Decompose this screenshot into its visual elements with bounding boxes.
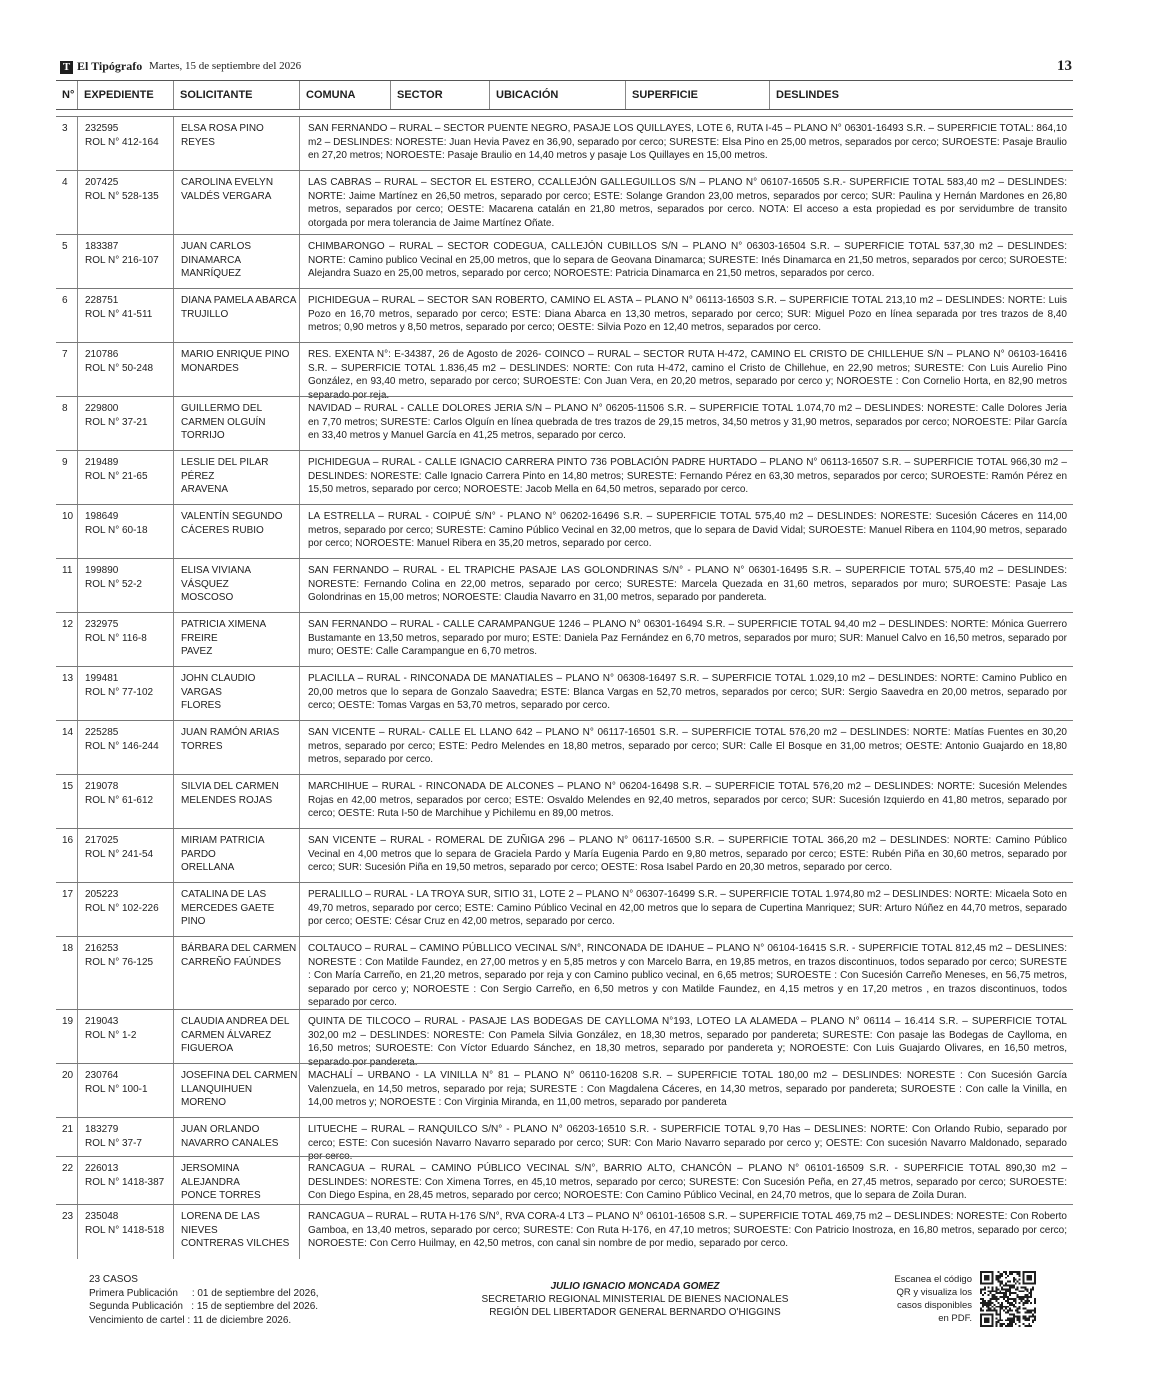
property-description: PERALILLO – RURAL - LA TROYA SUR, SITIO 31, LOTE 2 – PLANO N° 06307-16499 S.R. – SUPERFICIE TOTAL 1.974,80 m2 – DESLINDES: NORTE: Micaela Soto en 49,70 metros, separado por cerco; ESTE: Camino Público Vecinal en 42,00 metros que lo separa de Cupertina Manriquez; SUR: Arturo Núñez en 44,70 metros, separado por cerco; OESTE: César Cruz en 42,00 metros, separado por cerco. (299, 883, 1073, 937)
solicitante-cell (173, 775, 299, 829)
expediente-number: 199890 (85, 565, 119, 576)
property-description: PLACILLA – RURAL - RINCONADA DE MANATIALES – PLANO N° 06308-16497 S.R. – SUPERFICIE TOTAL 1.029,10 m2 – DESLINDES: NORTE: Camino Publico en 20,00 metros que lo separa de Gonzalo Saavedra; ESTE: Blanca Vargas en 52,70 metros, separados por cerco; SUR: Sergio Saavedra en 20,00 metros, separado por cerco; OESTE: Tomas Vargas en 53,70 metros, separado por cerco. (299, 667, 1073, 721)
rol-number: ROL N° 76-125 (85, 956, 154, 968)
rol-number: ROL N° 1418-518 (85, 1224, 165, 1236)
solicitante-cell (173, 451, 299, 505)
rol-number: ROL N° 50-248 (85, 362, 154, 374)
expediente-number: 225285 (85, 727, 119, 738)
expediente-number: 232975 (85, 619, 119, 630)
property-description: MARCHIHUE – RURAL - RINCONADA DE ALCONES – PLANO N° 06204-16498 S.R. – SUPERFICIE TOTAL 576,20 m2 – DESLINDES: NORTE: Sucesión Melendes Rojas en 42,00 metros, separados por cerco; ESTE: Osvaldo Melendes en 92,40 metros, separados por cerco; SUR: Sucesión Izquierdo en 41,80 metros, separado por cerco; OESTE: Ruta I-50 de Marchihue y Pichilemu en 89,00 metros. (299, 775, 1073, 829)
case-number: 6 (62, 295, 68, 306)
table-row (56, 234, 1073, 289)
solicitante-cell (173, 721, 299, 775)
rol-number: ROL N° 52-2 (85, 578, 142, 590)
column-header-number: N° (62, 89, 75, 101)
case-number: 12 (62, 619, 74, 630)
solicitante-cell (173, 117, 299, 171)
solicitante-line: LLANQUIHUEN MORENO (181, 1083, 253, 1108)
case-number: 15 (62, 781, 74, 792)
solicitante-cell (173, 171, 299, 235)
rol-number: ROL N° 412-164 (85, 136, 159, 148)
case-number: 10 (62, 511, 74, 522)
solicitante-line: BÁRBARA DEL CARMEN (181, 943, 297, 954)
table-row (56, 288, 1073, 343)
case-number: 11 (62, 565, 73, 576)
property-description: PICHIDEGUA – RURAL - CALLE IGNACIO CARRERA PINTO 736 POBLACIÓN PADRE HURTADO – PLANO N° 06113-16507 S.R. – SUPERFICIE TOTAL 966,30 m2 – DESLINDES: NORESTE: Calle Ignacio Carrera Pinto en 14,80 metros; SURESTE: Fernando Pérez en 63,30 metros, separados por cerco; SUROESTE: Ramón Pérez en 15,50 metros, separado por cerco; NOROESTE: Jacob Mella en 64,50 metros, separado por cerco. (299, 451, 1073, 505)
rol-number: ROL N° 21-65 (85, 470, 148, 482)
solicitante-line: CARMEN OLGUÍN (181, 416, 266, 428)
expediente-number: 235048 (85, 1211, 119, 1222)
cases-count: 23 CASOS (89, 1274, 138, 1285)
expediente-cell (77, 1118, 173, 1157)
solicitante-line: TORRES (181, 740, 223, 752)
table-row (56, 450, 1073, 505)
expediente-number: 199481 (85, 673, 119, 684)
solicitante-line: PONCE TORRES (181, 1190, 261, 1201)
solicitante-cell (173, 937, 299, 1010)
column-header-sector: SECTOR (390, 81, 489, 109)
table-row (56, 828, 1073, 883)
second-publication: Segunda Publicación : 15 de septiembre del 2026. (89, 1301, 319, 1312)
expediente-number: 219078 (85, 781, 119, 792)
solicitante-line: VALENTÍN SEGUNDO (181, 511, 283, 522)
solicitante-cell (173, 397, 299, 451)
expediente-cell (77, 667, 173, 721)
case-number: 13 (62, 673, 74, 684)
expediente-number: 228751 (85, 295, 119, 306)
column-header-ubicacion: UBICACIÓN (489, 81, 625, 109)
solicitante-line: DIANA PAMELA ABARCA (181, 295, 297, 306)
case-number: 19 (62, 1016, 74, 1027)
poster-expiration: Vencimiento de cartel : 11 de diciembre 2026. (89, 1314, 292, 1326)
expediente-cell (77, 559, 173, 613)
solicitante-line: NAVARRO CANALES (181, 1137, 279, 1149)
signatory-title: SECRETARIO REGIONAL MINISTERIAL DE BIENES NACIONALES (481, 1294, 789, 1305)
expediente-cell (77, 235, 173, 289)
property-description: LAS CABRAS – RURAL – SECTOR EL ESTERO, CCALLEJÓN GALLEGUILLOS S/N – PLANO N° 06107-16505 S.R.- SUPERFICIE TOTAL 583,40 m2 – DESLINDES: NORTE: Jaime Martínez en 26,50 metros, separado por cerco; ESTE: Solange Grandon 23,00 metros, separados por cerco; SUR: Paulina y Hernán Mardones en 26,80 metros, separados por cerco; OESTE: Macarena catalán en 21,80 metros, separados por cerco. NOTA: El acceso a esta propiedad es por servidumbre de transito otorgada por mera tolerancia de Jaime Martínez Oñate. (299, 171, 1073, 235)
expediente-number: 216253 (85, 943, 119, 954)
signature-block (440, 1280, 830, 1319)
table-row (56, 170, 1073, 235)
expediente-cell (77, 829, 173, 883)
case-number: 8 (62, 403, 68, 414)
case-number: 14 (62, 727, 74, 738)
solicitante-line: ELSA ROSA PINO REYES (181, 123, 264, 148)
expediente-cell (77, 883, 173, 937)
expediente-cell (77, 451, 173, 505)
property-description: SAN FERNANDO – RURAL - CALLE CARAMPANGUE 1246 – PLANO N° 06301-16494 S.R. – SUPERFICIE TOTAL 94,40 m2 – DESLINDES: NORTE: Mónica Guerrero Bustamante en 13,50 metros, separado por muro; ESTE: Daniela Paz Fernández en 6,70 metros, separados por muro; SUR: Manuel Calvo en 16,50 metros, separado por muro; OESTE: Calle Carampangue en 6,70 metros. (299, 613, 1073, 667)
table-row (56, 936, 1073, 1010)
solicitante-line: CAROLINA EVELYN (181, 177, 274, 188)
rol-number: ROL N° 528-135 (85, 190, 159, 202)
solicitante-line: CLAUDIA ANDREA DEL (181, 1016, 290, 1027)
property-description: CHIMBARONGO – RURAL – SECTOR CODEGUA, CALLEJÓN CUBILLOS S/N – PLANO N° 06303-16504 S.R. – SUPERFICIE TOTAL 537,30 m2 – DESLINDES: NORTE: Camino publico Vecinal en 25,00 metros, que lo separa de Geovana Dinamarca; SURESTE: Inés Dinamarca en 21,50 metros, separados por cerco; SUROESTE: Alejandra Suazo en 25,00 metros, separado por cerco; NOROESTE: Patricia Dinamarca en 21,50 metros, separados por cerco. (299, 235, 1073, 289)
expediente-number: 219489 (85, 457, 119, 468)
expediente-number: 210786 (85, 349, 119, 360)
rol-number: ROL N° 241-54 (85, 848, 154, 860)
rol-number: ROL N° 216-107 (85, 254, 159, 266)
table-row (56, 116, 1073, 171)
solicitante-cell (173, 829, 299, 883)
solicitante-cell (173, 1064, 299, 1118)
case-number: 20 (62, 1070, 74, 1081)
expediente-cell (77, 613, 173, 667)
expediente-cell (77, 343, 173, 397)
solicitante-line: JUAN ORLANDO (181, 1124, 260, 1135)
table-row (56, 1117, 1073, 1162)
publication-date: Martes, 15 de septiembre del 2026 (149, 60, 302, 72)
signatory-region: REGIÓN DEL LIBERTADOR GENERAL BERNARDO O'HIGGINS (489, 1307, 781, 1318)
first-publication: Primera Publicación : 01 de septiembre del 2026, (89, 1287, 319, 1299)
solicitante-cell (173, 1157, 299, 1205)
rol-number: ROL N° 41-511 (85, 308, 153, 320)
expediente-cell (77, 721, 173, 775)
case-number: 23 (62, 1211, 74, 1222)
page-header (60, 58, 1072, 78)
solicitante-line: TRUJILLO (181, 308, 229, 320)
qr-caption (872, 1273, 972, 1325)
solicitante-line: MONARDES (181, 362, 239, 374)
solicitante-line: LORENA DE LAS NIEVES (181, 1211, 260, 1236)
qr-caption-line: casos disponibles (897, 1300, 972, 1311)
expediente-cell (77, 397, 173, 451)
solicitante-cell (173, 1118, 299, 1157)
qr-caption-line: en PDF. (938, 1313, 972, 1324)
solicitante-cell (173, 1205, 299, 1259)
solicitante-line: MANRÍQUEZ (181, 268, 241, 279)
table-row (56, 1063, 1073, 1118)
signatory-name: JULIO IGNACIO MONCADA GOMEZ (550, 1281, 720, 1292)
solicitante-line: JUAN CARLOS (181, 241, 252, 252)
case-number: 5 (62, 241, 68, 252)
rol-number: ROL N° 1418-387 (85, 1176, 165, 1188)
solicitante-line: ARAVENA (181, 484, 229, 495)
solicitante-cell (173, 613, 299, 667)
solicitante-line: JERSOMINA ALEJANDRA (181, 1163, 240, 1188)
property-description: RES. EXENTA N°: E-34387, 26 de Agosto de 2026- COINCO – RURAL – SECTOR RUTA H-472, CAMINO EL CRISTO DE CHILLEHUE S/N – PLANO N° 06103-16416 S.R. – SUPERFICIE TOTAL 1.836,45 m2 – DESLINDES: NORTE: Con ruta H-472, camino el Cristo de Chillehue, en 22,90 metros; SURESTE: Con Luis Aurelio Pino González, en 93,40 metro, separado por cerco; SUROESTE: Con Juan Vera, en 20,20 metros, separado por cerco y; NOROESTE : Con Cornelio Horta, en 82,90 metros separado por reja. (299, 343, 1073, 397)
property-description: RANCAGUA – RURAL – CAMINO PÚBLICO VECINAL S/N°, BARRIO ALTO, CHANCÓN – PLANO N° 06101-16509 S.R. - SUPERFICIE TOTAL 890,30 m2 – DESLINDES: NORESTE: Con Ximena Torres, en 45,10 metros, separado por cerco; SURESTE: Con Sucesión Peña, en 27,45 metros, separado por cerco; SUROESTE: Con Diego Espina, en 28,45 metros, separado por cerco; NOROESTE: Con Camino Público Vecinal, en 24,70 metros, que lo separa de Zoila Duran. (299, 1157, 1073, 1205)
table-row (56, 558, 1073, 613)
rol-number: ROL N° 37-21 (85, 416, 148, 428)
rol-number: ROL N° 77-102 (85, 686, 154, 698)
rol-number: ROL N° 100-1 (85, 1083, 148, 1095)
solicitante-line: CATALINA DE LAS (181, 889, 267, 900)
solicitante-line: PATRICIA XIMENA FREIRE (181, 619, 266, 644)
property-description: RANCAGUA – RURAL – RUTA H-176 S/N°, RVA CORA-4 LT3 – PLANO N° 06101-16508 S.R. – SUPERFICIE TOTAL 469,75 m2 – DESLINDES: NORESTE: Con Roberto Gamboa, en 13,40 metros, separado por cerco; SURESTE: Con Ruta H-176, en 47,10 metros; SUROESTE: Con Patricio Inostroza, en 16,80 metros, separado por cerco; NOROESTE: Con Cerro Huilmay, en 42,50 metros, con canal sin nombre de por medio, separado por cerco. (299, 1205, 1073, 1259)
expediente-number: 230764 (85, 1070, 119, 1081)
publication-logo: T (60, 61, 73, 74)
property-description: QUINTA DE TILCOCO – RURAL - PASAJE LAS BODEGAS DE CAYLLOMA N°193, LOTEO LA ALAMEDA – PLANO N° 06114 – 16.414 S.R. – SUPERFICIE TOTAL 302,00 m2 – DESLINDES: NORESTE: Con Pamela Silvia González, en 18,30 metros, separado por pandereta; SURESTE: Con pasaje las Bodegas de Caylloma, en 16,50 metros; SUROESTE: Con Víctor Eduardo Sánchez, en 18,30 metros, separado por pandereta y; NOROESTE: Con Luis Guajardo Olivares, en 16,50 metros, separado por pandereta. (299, 1010, 1073, 1064)
solicitante-line: JOHN CLAUDIO VARGAS (181, 673, 256, 698)
expediente-cell (77, 117, 173, 171)
rol-number: ROL N° 1-2 (85, 1029, 137, 1041)
solicitante-line: MOSCOSO (181, 592, 234, 603)
solicitante-line: PAVEZ (181, 646, 213, 657)
solicitante-line: CARREÑO FAÚNDES (181, 956, 282, 968)
solicitante-cell (173, 883, 299, 937)
rol-number: ROL N° 146-244 (85, 740, 159, 752)
rol-number: ROL N° 102-226 (85, 902, 159, 914)
table-row (56, 612, 1073, 667)
property-description: SAN VICENTE – RURAL- CALLE EL LLANO 642 – PLANO N° 06117-16501 S.R. – SUPERFICIE TOTAL 576,20 m2 – DESLINDES: NORTE: Matías Fuentes en 30,20 metros, separado por cerco; ESTE: Pedro Melendes en 18,80 metros, separado por cerco; SUR: Calle El Bosque en 31,00 metros; OESTE: Antonio Guajardo en 18,80 metros, separado por cerco. (299, 721, 1073, 775)
solicitante-cell (173, 235, 299, 289)
table-row (56, 1009, 1073, 1068)
case-number: 3 (62, 123, 68, 134)
solicitante-line: ELISA VIVIANA VÁSQUEZ (181, 565, 251, 590)
expediente-cell (77, 775, 173, 829)
expediente-cell (77, 289, 173, 343)
property-description: SAN FERNANDO – RURAL – SECTOR PUENTE NEGRO, PASAJE LOS QUILLAYES, LOTE 6, RUTA I-45 – PLANO N° 06301-16493 S.R. – SUPERFICIE TOTAL: 864,10 m2 – DESLINDES: NORESTE: Juan Hevia Pavez en 36,90, separado por cerco; SURESTE: Elsa Pino en 25,00 metros, separados por cerco; SUROESTE: Pasaje Braulio en 27,20 metros; NOROESTE: Pasaje Braulio en 14,40 metros y pasaje Los Quillayes en 15,00 metros. (299, 117, 1073, 171)
solicitante-line: ORELLANA (181, 862, 235, 873)
property-description: MACHALÍ – URBANO - LA VINILLA N° 81 – PLANO N° 06110-16208 S.R. – SUPERFICIE TOTAL 180,00 m2 – DESLINDES: NORESTE : Con Sucesión García Valenzuela, en 14,50 metros, separado por reja; SURESTE : Con Magdalena Cáceres, en 14,30 metros, separado por pandereta; SUROESTE : Con calle la Vinilla, en 14,00 metros y; NOROESTE : Con Virginia Miranda, en 11,00 metros, separado por pandereta (299, 1064, 1073, 1118)
solicitante-line: CARMEN ÁLVAREZ (181, 1029, 272, 1041)
column-header-deslindes: DESLINDES (769, 81, 1073, 109)
solicitante-line: MERCEDES GAETE PINO (181, 902, 275, 927)
table-row (56, 774, 1073, 829)
solicitante-line: FIGUEROA (181, 1043, 234, 1054)
column-header-superficie: SUPERFICIE (625, 81, 769, 109)
qr-caption-line: Escanea el código (894, 1274, 972, 1285)
solicitante-line: CÁCERES RUBIO (181, 524, 264, 536)
solicitante-line: TORRIJO (181, 430, 225, 441)
case-number: 18 (62, 943, 74, 954)
case-number: 16 (62, 835, 74, 846)
solicitante-line: MELENDES ROJAS (181, 794, 273, 806)
expediente-cell (77, 1010, 173, 1064)
solicitante-line: CONTRERAS VILCHES (181, 1238, 290, 1249)
solicitante-line: MARIO ENRIQUE PINO (181, 349, 290, 360)
property-description: PICHIDEGUA – RURAL – SECTOR SAN ROBERTO, CAMINO EL ASTA – PLANO N° 06113-16503 S.R. – SUPERFICIE TOTAL 213,10 m2 – DESLINDES: NORTE: Luis Pozo en 16,70 metros, separado por cerco; ESTE: Diana Abarca en 13,30 metros, separado por cerco; SUR: Miguel Pozo en línea separada por tres trazos de 8,40 metros; 0,90 metros y 8,50 metros, separado por cerco; OESTE: Silvia Pozo en 12,40 metros, separados por cerco. (299, 289, 1073, 343)
expediente-number: 226013 (85, 1163, 119, 1174)
table-row (56, 720, 1073, 775)
solicitante-cell (173, 1010, 299, 1064)
solicitante-line: JOSEFINA DEL CARMEN (181, 1070, 298, 1081)
property-description: COLTAUCO – RURAL – CAMINO PÚBLLICO VECINAL S/N°, RINCONADA DE IDAHUE – PLANO N° 06104-16415 S.R. - SUPERFICIE TOTAL 812,45 m2 – DESLINES: NORESTE : Con Matilde Faundez, en 27,00 metros y en 5,85 metros y con Marcelo Barra, en 19,85 metros, en trazos discontinuos, todos separado por cerco; SURESTE : Con María Carreño, en 21,20 metros, separado por reja y con Camino publico vecinal, en 6,65 metros; SUROESTE : Con Sucesión Carreño Meneses, en 56,75 metros, separado por cerco y; NOROESTE : Con Sergio Carreño, en 6,50 metros y con Matilde Faundez, en 4,15 metros y en 17,20 metros , en trazos discontinuos, todos separado por cerco. (299, 937, 1073, 1010)
property-description: SAN VICENTE – RURAL - ROMERAL DE ZUÑIGA 296 – PLANO N° 06117-16500 S.R. – SUPERFICIE TOTAL 366,20 m2 – DESLINDES: NORTE: Camino Público Vecinal en 4,00 metros que lo separa de Graciela Pardo y María Eugenia Pardo en 9,80 metros, separado por cerco; ESTE: Rubén Piña en 30,60 metros, separado por cerco; SUR: Sucesión Piña en 19,50 metros, separado por cerco; OESTE: Rosa Isabel Pardo en 20,30 metros, separado por cerco. (299, 829, 1073, 883)
qr-code-icon[interactable] (980, 1271, 1036, 1327)
rol-number: ROL N° 116-8 (85, 632, 147, 644)
solicitante-line: LESLIE DEL PILAR PÉREZ (181, 457, 269, 482)
rol-number: ROL N° 61-612 (85, 794, 154, 806)
solicitante-line: JUAN RAMÓN ARIAS (181, 727, 280, 738)
expediente-number: 207425 (85, 177, 119, 188)
case-number: 7 (62, 349, 68, 360)
case-number: 22 (62, 1163, 74, 1174)
expediente-number: 183279 (85, 1124, 119, 1135)
publication-info (89, 1273, 319, 1327)
solicitante-line: FLORES (181, 700, 222, 711)
solicitante-line: DINAMARCA (181, 254, 242, 266)
expediente-number: 183387 (85, 241, 119, 252)
expediente-number: 198649 (85, 511, 119, 522)
case-number: 21 (62, 1124, 74, 1135)
qr-caption-line: QR y visualiza los (896, 1287, 972, 1298)
table-row (56, 1204, 1073, 1259)
table-row (56, 666, 1073, 721)
case-number: 4 (62, 177, 68, 188)
rol-number: ROL N° 37-7 (85, 1137, 142, 1149)
solicitante-cell (173, 343, 299, 397)
expediente-number: 229800 (85, 403, 119, 414)
column-header-expediente: EXPEDIENTE (77, 81, 173, 109)
expediente-cell (77, 505, 173, 559)
table-header (56, 80, 1073, 110)
page-number: 13 (1057, 58, 1072, 74)
solicitante-line: VALDÉS VERGARA (181, 190, 272, 202)
table-row (56, 1156, 1073, 1205)
table-row (56, 504, 1073, 559)
solicitante-cell (173, 559, 299, 613)
case-number: 9 (62, 457, 68, 468)
property-description: SAN FERNANDO – RURAL - EL TRAPICHE PASAJE LAS GOLONDRINAS S/N° - PLANO N° 06301-16495 S.R. – SUPERFICIE TOTAL 575,40 m2 – DESLINDES: NORESTE: Fernando Colina en 22,00 metros, separado por cerco; SURESTE: Marcela Quezada en 31,60 metros, separados por muro; SUROESTE: Pasaje Las Golondrinas en 15,00 metros; NOROESTE: Claudia Navarro en 31,00 metros, separado por pandereta. (299, 559, 1073, 613)
property-description: LA ESTRELLA – RURAL - COIPUÉ S/N° - PLANO N° 06202-16496 S.R. – SUPERFICIE TOTAL 575,40 m2 – DESLINDES: NORESTE: Sucesión Cáceres en 114,00 metros, separado por cerco; SURESTE: Camino Público Vecinal en 32,00 metros, que lo separa de David Vidal; SUROESTE: Manuel Ribera en 1104,90 metros, separado por cerco; NOROESTE: Manuel Ribera en 35,20 metros, separado por cerco. (299, 505, 1073, 559)
column-header-solicitante: SOLICITANTE (173, 81, 299, 109)
property-description: LITUECHE – RURAL – RANQUILCO S/N° - PLANO N° 06203-16510 S.R. - SUPERFICIE TOTAL 9,70 Has – DESLINES: NORTE: Con Orlando Rubio, separado por cerco; ESTE: Con sucesión Navarro Navarro separado por cerco; SUR: Con Mario Navarro separado por cerco y; OESTE: Con sucesión Navarro Maldonado, separado por cerco. (299, 1118, 1073, 1157)
solicitante-cell (173, 289, 299, 343)
expediente-cell (77, 1205, 173, 1259)
column-header-comuna: COMUNA (299, 81, 390, 109)
rol-number: ROL N° 60-18 (85, 524, 148, 536)
property-description: NAVIDAD – RURAL - CALLE DOLORES JERIA S/N – PLANO N° 06205-11506 S.R. – SUPERFICIE TOTAL 1.074,70 m2 – DESLINDES: NORESTE: Calle Dolores Jeria en 7,70 metros; SURESTE: Carlos Olguín en línea quebrada de tres trazos de 29,15 metros, 34,50 metros y 31,90 metros, separados por cerco; NOROESTE: Pilar García en 33,40 metros y Manuel García en 41,25 metros, separado por cerco. (299, 397, 1073, 451)
expediente-number: 205223 (85, 889, 119, 900)
solicitante-cell (173, 667, 299, 721)
table-row (56, 882, 1073, 937)
expediente-cell (77, 1157, 173, 1205)
expediente-number: 217025 (85, 835, 119, 846)
expediente-cell (77, 171, 173, 235)
solicitante-line: MIRIAM PATRICIA PARDO (181, 835, 264, 860)
solicitante-line: GUILLERMO DEL (181, 403, 263, 414)
table-row (56, 342, 1073, 401)
expediente-number: 219043 (85, 1016, 119, 1027)
solicitante-line: SILVIA DEL CARMEN (181, 781, 279, 792)
solicitante-cell (173, 505, 299, 559)
publication-name: El Tipógrafo (77, 59, 143, 73)
table-row (56, 396, 1073, 451)
case-number: 17 (62, 889, 74, 900)
expediente-cell (77, 1064, 173, 1118)
expediente-number: 232595 (85, 123, 119, 134)
expediente-cell (77, 937, 173, 1010)
